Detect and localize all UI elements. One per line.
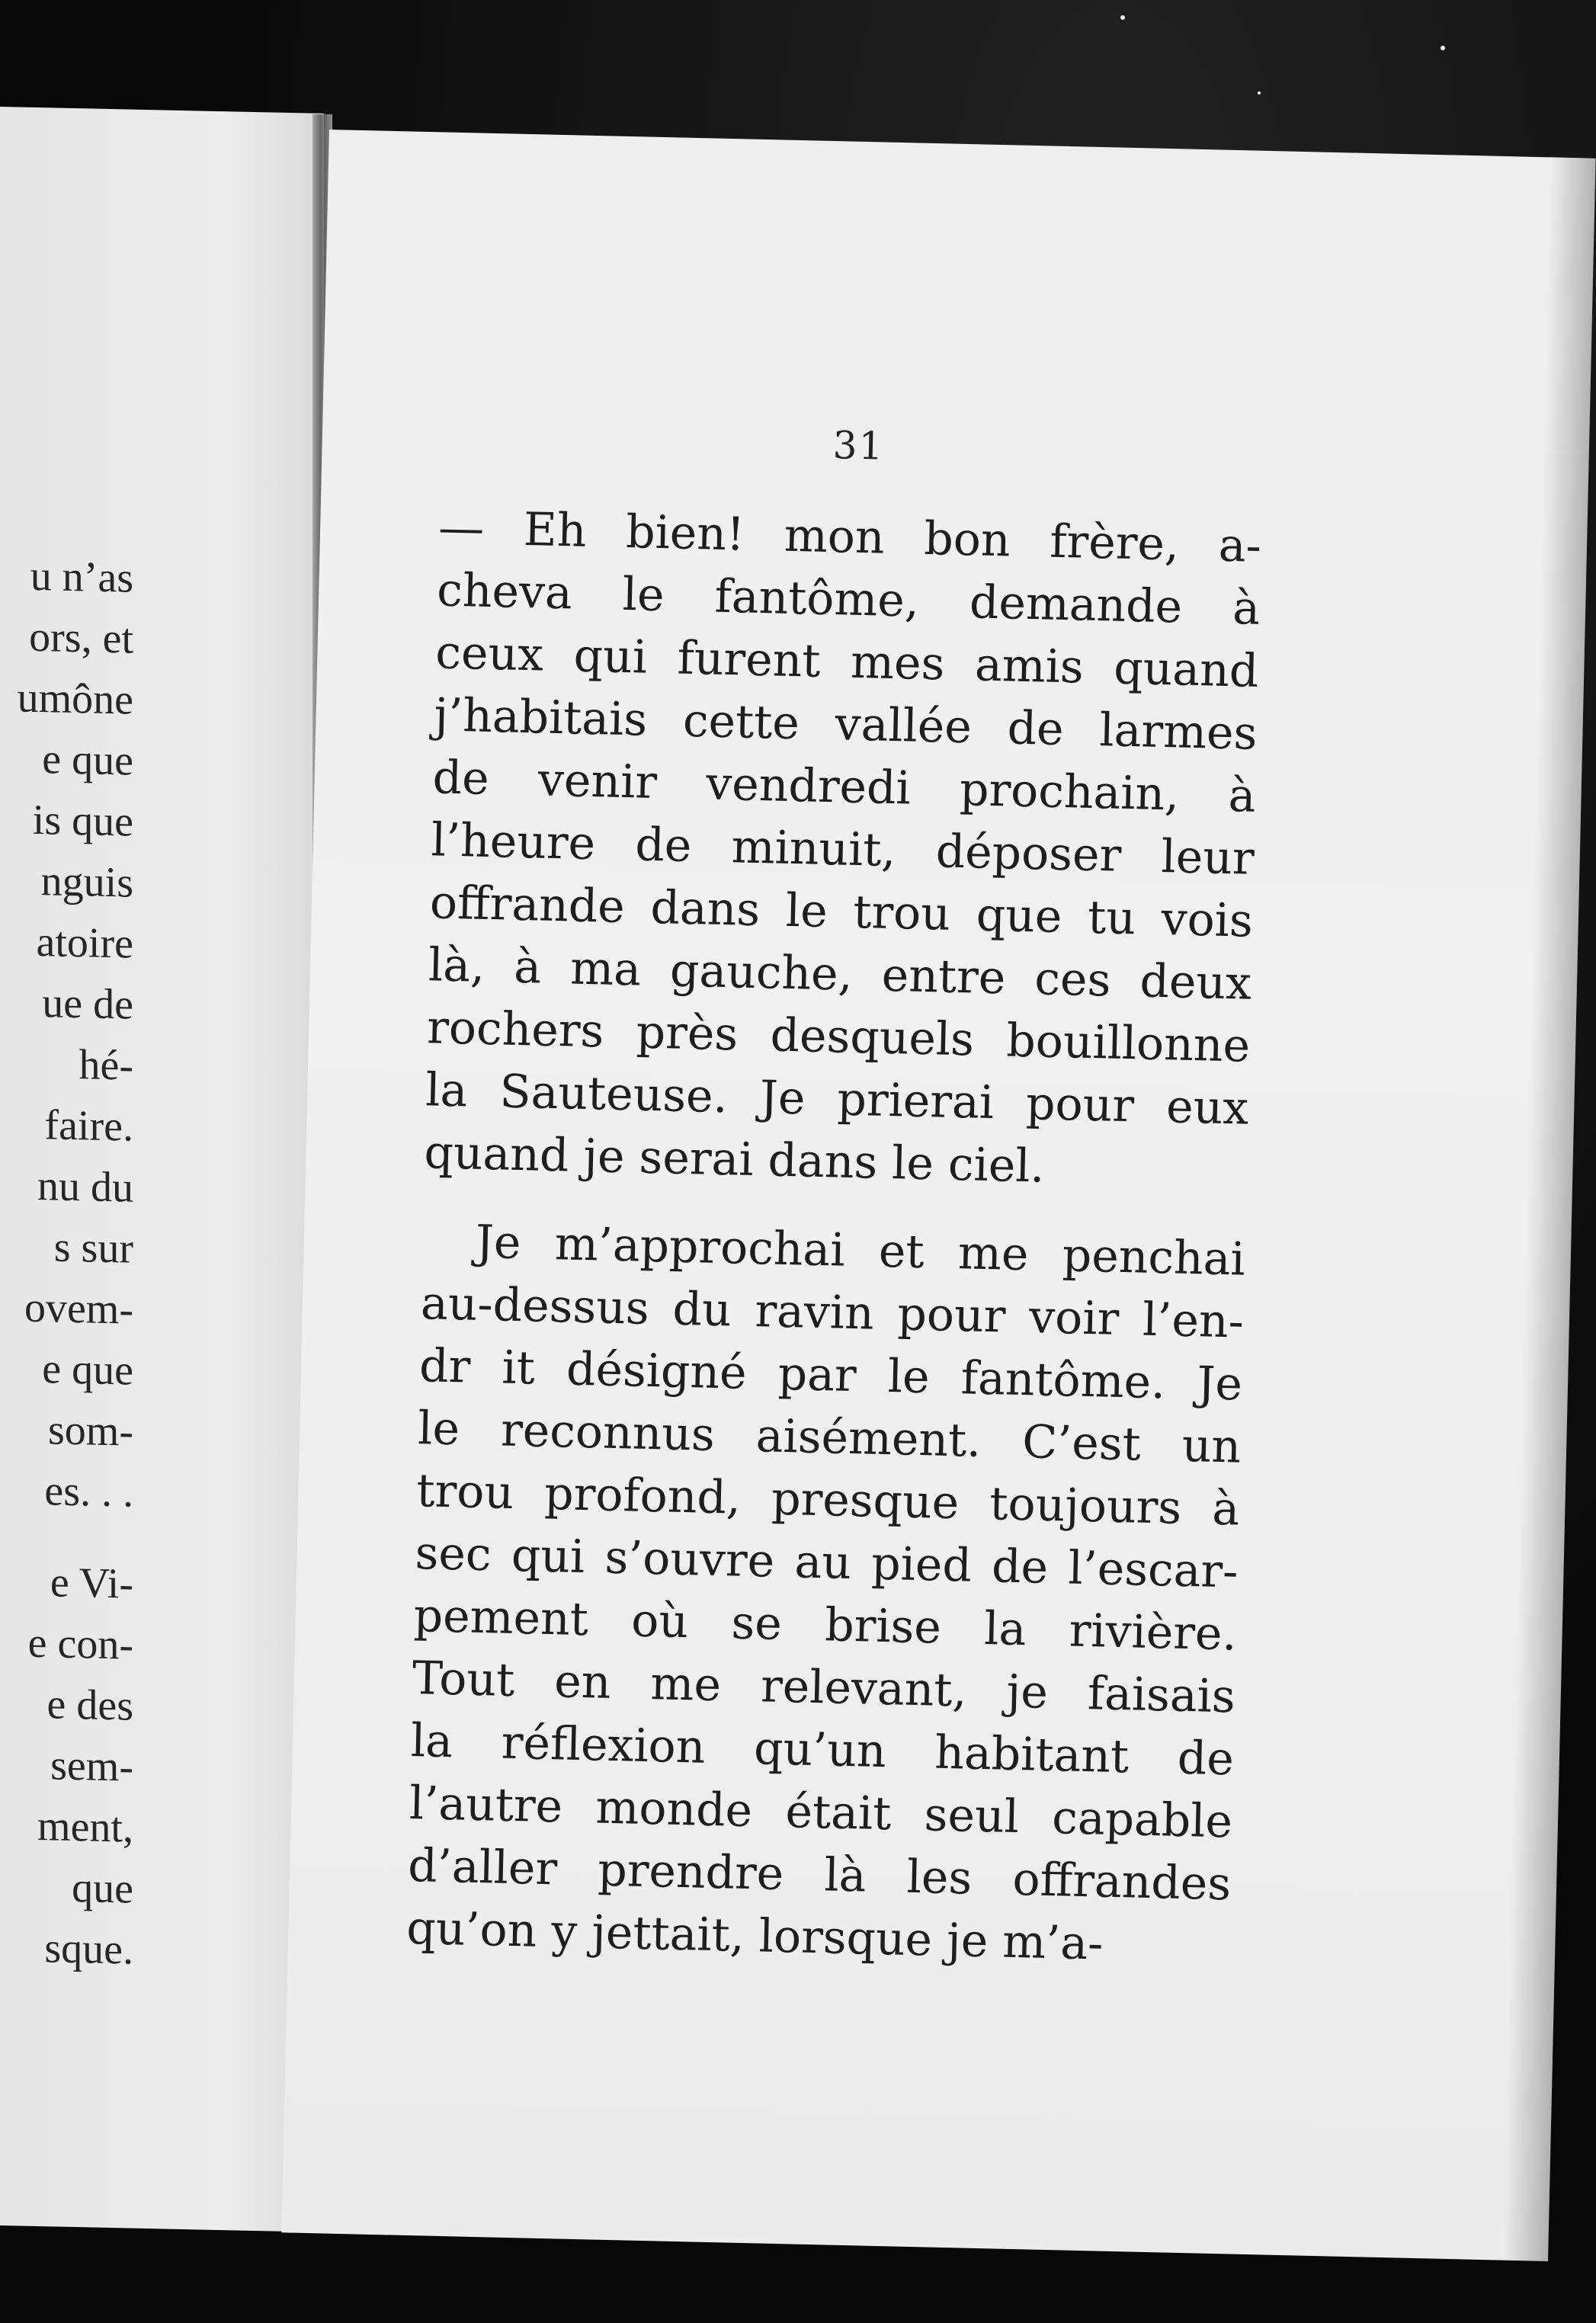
text-line: de venir vendredi prochain, à xyxy=(431,751,1257,823)
left-line: faire. xyxy=(44,1101,133,1151)
left-line: e con- xyxy=(27,1619,133,1669)
scan-speck xyxy=(1441,46,1445,50)
left-line: ue de xyxy=(42,979,133,1029)
text-line: — Eh bien! mon bon frère, a- xyxy=(437,501,1262,573)
text-line: Je m’approchai et me penchai xyxy=(475,1215,1246,1286)
text-line: l’autre monde était seul capable xyxy=(409,1776,1233,1849)
text-line: qu’on y jettait, lorsque je m’a- xyxy=(405,1901,1104,1971)
left-line: u n’as xyxy=(30,552,133,602)
right-page xyxy=(281,130,1595,2261)
left-page xyxy=(0,107,324,2232)
left-line: atoire xyxy=(36,918,133,968)
scan-speck xyxy=(1258,91,1261,95)
text-line: ceux qui furent mes amis quand xyxy=(434,626,1259,698)
text-line: sec qui s’ouvre au pied de l’escar- xyxy=(414,1527,1239,1599)
text-line: offrande dans le trou que tu vois xyxy=(429,876,1254,948)
left-line: som- xyxy=(48,1406,133,1456)
text-line: la Sauteuse. Je prierai pour eux xyxy=(425,1063,1249,1136)
text-line: dr it désigné par le fantôme. Je xyxy=(418,1339,1243,1411)
left-line: hé- xyxy=(79,1041,133,1090)
text-line: j’habitais cette vallée de larmes xyxy=(433,688,1258,761)
text-line: là, à ma gauche, entre ces deux xyxy=(428,938,1252,1011)
left-line: ment, xyxy=(37,1802,133,1852)
text-line: trou profond, presque toujours à xyxy=(415,1464,1241,1536)
left-line: is que xyxy=(32,796,133,846)
page-number: 31 xyxy=(832,423,886,469)
left-line: nu du xyxy=(37,1162,133,1212)
left-line: es. . . xyxy=(44,1467,133,1517)
left-line: e que xyxy=(42,735,133,785)
text-line: Tout en me relevant, je faisais xyxy=(412,1652,1236,1724)
left-line: e des xyxy=(46,1681,133,1730)
left-line: umône xyxy=(17,674,133,724)
text-line: au-dessus du ravin pour voir l’en- xyxy=(420,1277,1245,1349)
page-body-text xyxy=(406,496,1262,1978)
left-line: sque. xyxy=(44,1924,133,1974)
text-line: l’heure de minuit, déposer leur xyxy=(431,813,1255,886)
text-line: d’aller prendre là les offrandes xyxy=(407,1838,1232,1911)
left-line: que xyxy=(72,1863,133,1913)
left-line: nguis xyxy=(40,857,133,907)
left-line: ovem- xyxy=(24,1283,133,1334)
left-line: e Vi- xyxy=(50,1559,133,1608)
left-line: sem- xyxy=(50,1741,133,1791)
left-line: ors, et xyxy=(29,613,133,663)
left-line: s sur xyxy=(53,1223,133,1273)
paragraph-gap xyxy=(0,1520,133,1554)
text-line: quand je serai dans le ciel. xyxy=(423,1126,1046,1194)
scan-speck xyxy=(1120,15,1125,20)
text-line: pement où se brise la rivière. xyxy=(412,1589,1238,1661)
text-line: le reconnus aisément. C’est un xyxy=(417,1402,1242,1474)
text-line: cheva le fantôme, demande à xyxy=(436,563,1261,636)
left-line: e que xyxy=(42,1345,133,1395)
text-line: la réflexion qu’un habitant de xyxy=(410,1713,1235,1786)
text-line: rochers près desquels bouillonne xyxy=(426,1001,1251,1073)
left-page-text xyxy=(0,545,133,1981)
